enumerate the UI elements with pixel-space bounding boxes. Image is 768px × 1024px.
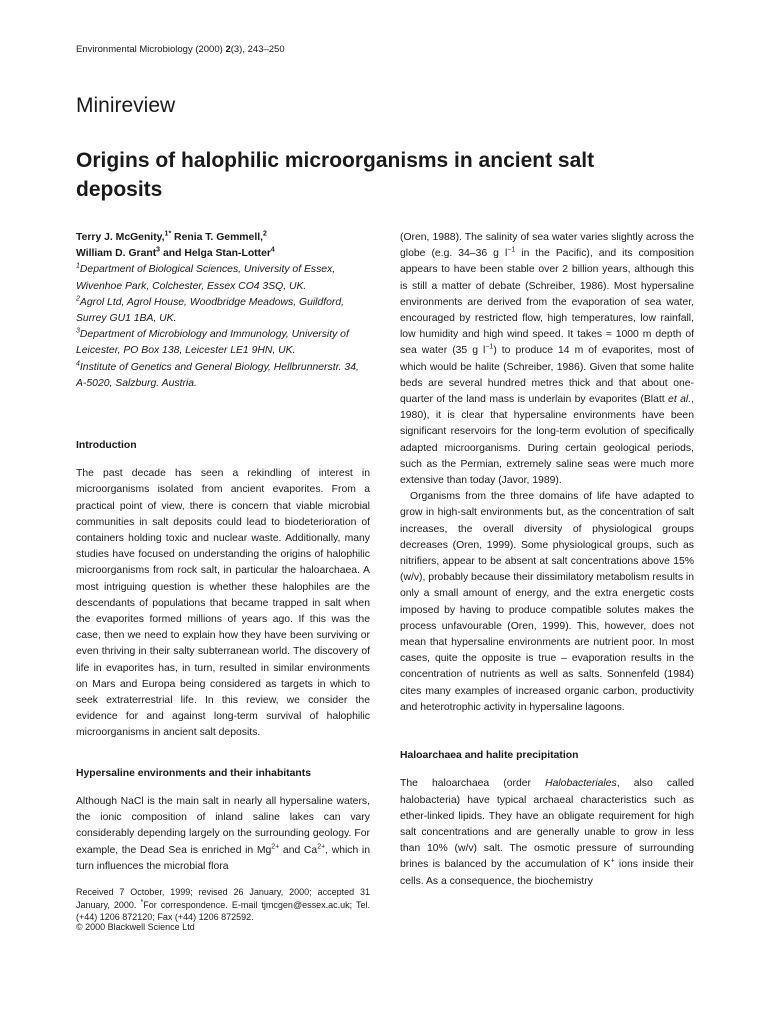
affiliation-1: [76, 262, 370, 294]
author-1: Terry J. McGenity,: [76, 232, 165, 243]
ca-sup: 2+: [317, 843, 326, 851]
footnote-dates: Received 7 October, 1999; revised 26 January, 2000; accepted 31 January, 2000.: [76, 886, 370, 910]
haloarchaea-heading: Haloarchaea and halite precipitation: [400, 750, 579, 762]
haloarchaea-text-2: , also called halobacteria) have typical archaeal characteristics such as ether-linked lipids. They have an obligate requirement for high salt concentrations and are generally unable to grow in less than 10% (w/v) salt. The osmotic pressure of surrounding brines is balanced by the accumulation of K: [400, 778, 694, 871]
hypersaline-text-2: and Ca: [279, 844, 318, 856]
affiliation-3-num: 3: [76, 327, 80, 335]
affiliation-4-num: 4: [76, 360, 80, 368]
author-2: Renia T. Gemmell,: [171, 232, 263, 243]
right-column: [400, 230, 694, 890]
journal-name: Environmental Microbiology (2000): [76, 44, 226, 55]
affiliation-1-num: 1: [76, 262, 80, 270]
author-3-sup: 3: [156, 246, 161, 254]
author-list: [76, 230, 370, 262]
domains-paragraph: Organisms from the three domains of life have adapted to grow in high-salt environments but, as the concentration of salt increases, the overall diversity of physiological groups decreases (Oren, 1999). Some physiological groups, such as nitrifiers, appear to be absent at salt concentrations above 15% (w/v), probably because their dissimilatory metabolism results in only a small amount of energy, and the extra energetic costs imposed by having to produce compatible solutes makes the process unfavourable (Oren, 1999). This, however, does not mean that hypersaline environments are nutrient poor. In most cases, quite the opposite is true – evaporation results in the concentration of nutrients as well as salts. Sonnenfeld (1984) cites many examples of increased organic carbon, productivity and heterotrophic activity in hypersaline lagoons.: [400, 491, 694, 713]
salinity-text-3: ) to produce 14 m of evaporites, most of which would be halite (Schreiber, 1986). Given that some halite beds are several hundred metres thick and that about one-quarter of the land mass is underlain by evaporites (Blatt: [400, 345, 694, 406]
mg-sup: 2+: [271, 843, 280, 851]
left-column: [76, 230, 370, 924]
affiliation-3-text: Department of Microbiology and Immunology, University of Leicester, PO Box 138, Leicester LE1 9HN, UK.: [76, 329, 349, 357]
author-3: William D. Grant: [76, 248, 157, 260]
footnote-correspondence: For correspondence. E-mail tjmcgen@essex.ac.uk; Tel. (+44) 1206 872120; Fax (+44) 1206 872592.: [76, 899, 370, 923]
journal-citation: [76, 44, 285, 55]
et-al: et al.: [668, 394, 692, 406]
author-1-sup: 1*: [164, 230, 172, 238]
author-4: and Helga Stan-Lotter: [160, 248, 271, 260]
hypersaline-heading: Hypersaline environments and their inhabitants: [76, 767, 311, 779]
copyright-notice: © 2000 Blackwell Science Ltd: [76, 922, 195, 932]
hypersaline-text-3: , which in turn influences the microbial flora: [76, 844, 370, 872]
received-footnote: [76, 886, 370, 924]
introduction-paragraph: The past decade has seen a rekindling of interest in microorganisms isolated from ancient evaporites. From a practical point of view, there is concern that viable microbial communities in salt deposits could lead to biodeterioration of containers holding toxic and nuclear waste. Additionally, many studies have focused on understanding the origins of halophilic microorganisms from rock salt, in particular the haloarchaea. A most intriguing question is whether these halophiles are the descendants of populations that became trapped in salt when the evaporites formed millions of years ago. If this was the case, then we need to explain how they have been surviving or even thriving in their salty subterranean world. The discovery of life in evaporites has, in turn, resulted in similar environments on Mars and Europa being considered as targets in which to seek extraterrestrial life. In this review, we consider the evidence for and against long-term survival of halophilic microorganisms in ancient salt deposits.: [76, 468, 370, 739]
affiliation-3: [76, 327, 370, 359]
salinity-paragraph: [400, 230, 694, 489]
author-2-sup: 2: [263, 230, 267, 238]
haloarchaea-text-3: ions inside their cells. As a consequence, the biochemistry: [400, 859, 694, 887]
hypersaline-text-1: Although NaCl is the main salt in nearly all hypersaline waters, the ionic composition of inland saline lakes can vary considerably depending largely on the surrounding geology. For example, the Dead Sea is enriched in Mg: [76, 795, 370, 856]
haloarchaea-text-1: The haloarchaea (order: [400, 778, 546, 790]
salinity-text-1: (Oren, 1988). The salinity of sea water varies slightly across the globe (e.g. 34–36 g l: [400, 232, 694, 260]
article-title: Origins of halophilic microorganisms in ancient salt deposits: [76, 149, 595, 201]
affiliation-2-num: 2: [76, 295, 80, 303]
journal-issue-pages: (3), 243–250: [230, 44, 285, 55]
author-4-sup: 4: [270, 246, 275, 254]
affiliation-2: [76, 295, 370, 327]
salinity-text-4: , 1980), it is clear that hypersaline environments have been significant reservoirs for the long-term evolution of specifically adapted microorganisms. During certain geological periods, such as the Permian, extremely saline seas were much more extensive than today (Javor, 1989).: [400, 394, 694, 487]
hypersaline-paragraph: [76, 794, 370, 875]
introduction-heading: Introduction: [76, 440, 137, 452]
salinity-text-2: in the Pacific), and its composition appears to have been stable over 2 billion years, although this is still a matter of debate (Schreiber, 1986). Most hypersaline environments are derived from the evaporation of sea water, encouraged by restricted flow, high temperatures, low rainfall, low humidity and high wind speed. It takes ≈ 1000 m depth of sea water (35 g l: [400, 248, 694, 357]
salinity-sup-2: −1: [485, 343, 494, 351]
affiliation-1-text: Department of Biological Sciences, University of Essex, Wivenhoe Park, Colchester, Essex CO4 3SQ, UK.: [76, 264, 336, 292]
affiliation-2-text: Agrol Ltd, Agrol House, Woodbridge Meadows, Guildford, Surrey GU1 1BA, UK.: [76, 296, 345, 325]
salinity-sup-1: −1: [507, 246, 516, 254]
article-type: Minireview: [76, 94, 176, 117]
affiliation-4-text: Institute of Genetics and General Biology, Hellbrunnerstr. 34, A-5020, Salzburg. Austria.: [76, 361, 359, 389]
affiliation-4: [76, 360, 370, 392]
halobacteriales-order: Halobacteriales: [545, 778, 617, 790]
haloarchaea-paragraph: [400, 776, 694, 889]
potassium-sup: +: [610, 857, 615, 865]
journal-volume: 2: [225, 44, 231, 55]
footnote-star: *: [140, 898, 144, 906]
